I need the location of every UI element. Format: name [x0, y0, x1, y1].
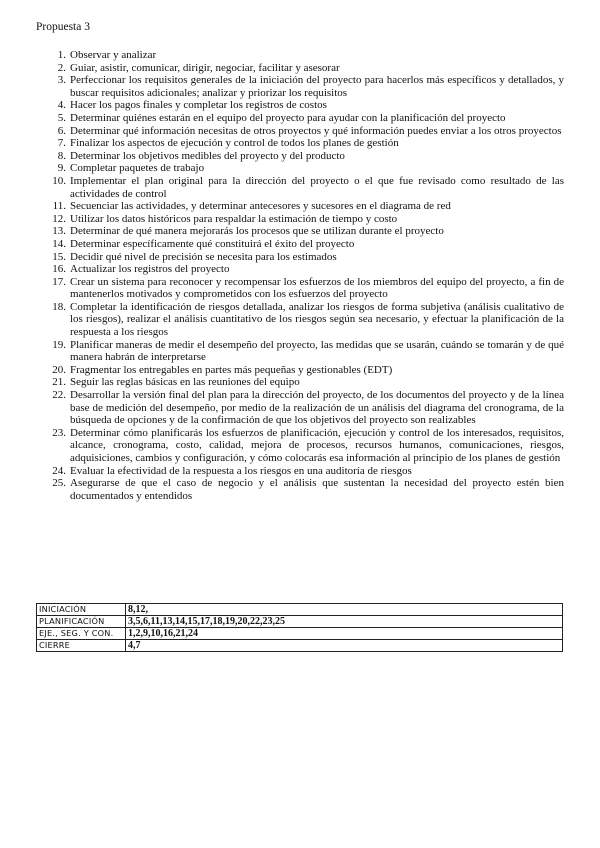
list-item-text: Implementar el plan original para la dirección del proyecto o el que fue revisado como resultado de las actividades de control: [70, 174, 564, 200]
list-item: [36, 477, 564, 502]
list-item-number: 7.: [57, 137, 66, 150]
list-item-number: 15.: [52, 250, 66, 263]
phase-items: 4,7: [126, 640, 563, 652]
list-item-text: Finalizar los aspectos de ejecución y control de todos los planes de gestión: [70, 137, 399, 150]
list-item-number: 21.: [52, 376, 66, 389]
list-item-text: Secuenciar las actividades, y determinar antecesores y sucesores en el diagrama de red: [70, 200, 451, 213]
list-item-number: 3.: [57, 74, 66, 87]
list-item: [36, 251, 564, 264]
phase-items: 3,5,6,11,13,14,15,17,18,19,20,22,23,25: [126, 616, 563, 628]
list-item: [36, 389, 564, 427]
phase-label: CIERRE: [37, 640, 126, 652]
list-item-number: 5.: [57, 111, 66, 124]
list-item-text: Asegurarse de que el caso de negocio y el análisis que sustentan la necesidad del proyecto estén bien documentados y entendidos: [70, 477, 564, 502]
phase-items: 1,2,9,10,16,21,24: [126, 628, 563, 640]
document-title: Propuesta 3: [36, 21, 90, 33]
list-item-number: 16.: [52, 263, 66, 276]
list-item-number: 12.: [52, 212, 66, 225]
list-item: [36, 175, 564, 200]
list-item-text: Completar la identificación de riesgos detallada, analizar los riesgos de forma subjetiva (análisis cualitativo de los riesgos), realizar el análisis cuantitativo de los riesgos según sea necesario, y efectuar la planificación de la respuesta a los riesgos: [70, 300, 564, 339]
list-item-number: 17.: [52, 275, 66, 288]
list-item: [36, 276, 564, 301]
list-item-number: 2.: [57, 61, 66, 74]
list-item-text: Determinar de qué manera mejorarás los procesos que se utilizan durante el proyecto: [70, 225, 444, 238]
list-item: [36, 465, 564, 478]
list-item-number: 10.: [52, 174, 66, 187]
list-item: [36, 137, 564, 150]
list-item-number: 25.: [52, 477, 66, 490]
list-item-number: 4.: [57, 99, 66, 112]
list-item-text: Determinar específicamente qué constituirá el éxito del proyecto: [70, 237, 355, 250]
list-item-number: 23.: [52, 426, 66, 439]
list-item-number: 8.: [57, 149, 66, 162]
list-item-text: Utilizar los datos históricos para respaldar la estimación de tiempo y costo: [70, 212, 398, 225]
list-item-number: 9.: [57, 162, 66, 175]
phase-label: PLANIFICACIÓN: [37, 616, 126, 628]
list-item-number: 11.: [52, 200, 66, 213]
list-item-text: Crear un sistema para reconocer y recompensar los esfuerzos de los miembros del equipo del proyecto, a fin de mantenerlos motivados y comprometidos con los esfuerzos del proyecto: [70, 275, 564, 301]
list-item-text: Observar y analizar: [70, 49, 157, 61]
numbered-list: [36, 49, 564, 502]
list-item-text: Determinar quiénes estarán en el equipo del proyecto para ayudar con la planificación del proyecto: [70, 111, 506, 124]
list-item: [36, 200, 564, 213]
list-item: [36, 301, 564, 339]
list-item-text: Determinar qué información necesitas de otros proyectos y qué información puedes enviar a los otros proyectos: [70, 124, 562, 137]
table-row: [37, 616, 563, 628]
list-item-text: Guiar, asistir, comunicar, dirigir, negociar, facilitar y asesorar: [70, 61, 340, 74]
list-item: [36, 376, 564, 389]
list-item-text: Determinar cómo planificarás los esfuerzos de planificación, ejecución y control de los interesados, requisitos, alcance, cronograma, costo, calidad, mejora de procesos, recursos humanos, comunicaciones, riesgos, adquisiciones, cambios y configuración, y cómo colocarás esa información al principio de los planes de gestión: [70, 426, 564, 464]
list-item-text: Evaluar la efectividad de la respuesta a los riesgos en una auditoría de riesgos: [70, 464, 412, 477]
list-item-text: Completar paquetes de trabajo: [70, 162, 205, 175]
phase-label: EJE., SEG. Y CON.: [37, 628, 126, 640]
list-item: [36, 150, 564, 163]
list-item: [36, 427, 564, 465]
table-row: [37, 628, 563, 640]
list-item-number: 24.: [52, 464, 66, 477]
list-item-number: 22.: [52, 389, 66, 402]
list-item: [36, 225, 564, 238]
list-item-text: Hacer los pagos finales y completar los registros de costos: [70, 99, 327, 112]
list-item: [36, 74, 564, 99]
list-item-number: 6.: [57, 124, 66, 137]
list-item-text: Actualizar los registros del proyecto: [70, 263, 230, 276]
list-item: [36, 238, 564, 251]
list-item: [36, 62, 564, 75]
list-item: [36, 112, 564, 125]
list-item: [36, 364, 564, 377]
list-item-text: Determinar los objetivos medibles del proyecto y del producto: [70, 149, 345, 162]
list-item: [36, 99, 564, 112]
list-item-number: 1.: [57, 49, 66, 61]
list-item: [36, 263, 564, 276]
list-item-number: 19.: [52, 338, 66, 351]
list-item-text: Fragmentar los entregables en partes más pequeñas y gestionables (EDT): [70, 363, 393, 376]
list-item-number: 13.: [52, 225, 66, 238]
table-row: [37, 604, 563, 616]
list-item-text: Desarrollar la versión final del plan para la dirección del proyecto, de los documentos del proyecto y de la línea base de medición del desempeño, por medio de la realización de un análisis del diagrama del cronograma, de la búsqueda de opciones y de la confirmación de que los objetivos del proyecto son realizables: [70, 389, 564, 427]
list-item-text: Perfeccionar los requisitos generales de la iniciación del proyecto para hacerlos más específicos y detallados, y buscar requisitos adicionales; analizar y priorizar los requisitos: [70, 74, 564, 99]
phase-table: [36, 603, 563, 652]
phase-label: INICIACIÓN: [37, 604, 126, 616]
list-item: [36, 339, 564, 364]
list-item: [36, 49, 564, 62]
table-row: [37, 640, 563, 652]
list-item-text: Planificar maneras de medir el desempeño del proyecto, las medidas que se usarán, cuándo se tomarán y de qué manera habrán de interpretarse: [70, 338, 564, 364]
list-item-number: 20.: [52, 363, 66, 376]
list-item-number: 14.: [52, 237, 66, 250]
list-item-text: Seguir las reglas básicas en las reuniones del equipo: [70, 376, 300, 389]
list-item: [36, 125, 564, 138]
list-item: [36, 162, 564, 175]
phase-items: 8,12,: [126, 604, 563, 616]
list-item-text: Decidir qué nivel de precisión se necesita para los estimados: [70, 250, 337, 263]
list-item: [36, 213, 564, 226]
list-item-number: 18.: [52, 300, 66, 313]
